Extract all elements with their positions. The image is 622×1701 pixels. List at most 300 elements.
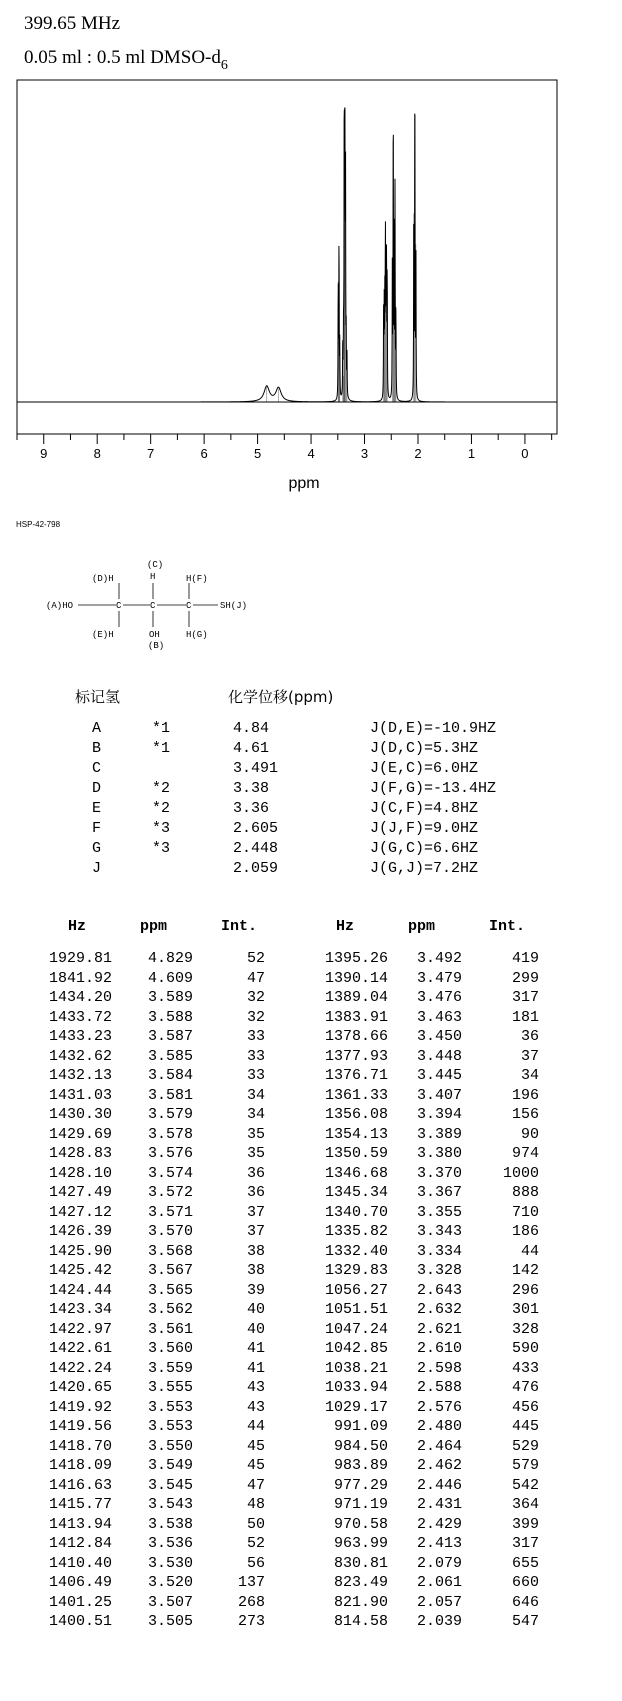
peak-intensity: 33 xyxy=(246,1067,265,1084)
table-row xyxy=(0,1222,622,1242)
peak-intensity: 36 xyxy=(520,1028,539,1045)
peak-table-header-hz: Hz xyxy=(68,918,87,935)
peak-intensity: 399 xyxy=(511,1515,539,1533)
peak-ppm: 3.579 xyxy=(147,1106,193,1123)
shift-row xyxy=(0,858,622,879)
table-row xyxy=(0,1593,622,1613)
peak-intensity: 137 xyxy=(237,1574,265,1591)
peak-ppm: 2.429 xyxy=(416,1515,462,1533)
table-row xyxy=(0,1417,622,1437)
peak-ppm: 3.560 xyxy=(147,1340,193,1357)
peak-hz: 1422.97 xyxy=(48,1320,112,1338)
peak-ppm: 3.550 xyxy=(147,1437,193,1455)
peak-ppm: 3.538 xyxy=(147,1515,193,1533)
shift-label: A xyxy=(92,720,102,737)
peak-hz: 1047.24 xyxy=(324,1320,388,1338)
peak-ppm: 3.334 xyxy=(416,1242,462,1260)
peak-intensity: 44 xyxy=(520,1242,539,1260)
label-c: (C) xyxy=(147,560,164,570)
peak-intensity: 542 xyxy=(511,1476,539,1494)
coupling-constant: J(G,J)=7.2HZ xyxy=(370,860,479,877)
table-row xyxy=(0,988,622,1008)
shift-value: 2.059 xyxy=(233,860,279,877)
peak-intensity: 34 xyxy=(246,1086,265,1104)
peak-intensity: 43 xyxy=(246,1398,265,1416)
label-f: H(F) xyxy=(186,574,208,584)
peak-ppm: 3.530 xyxy=(147,1554,193,1572)
shift-row xyxy=(0,738,622,759)
label-j: SH(J) xyxy=(220,601,248,611)
peak-ppm: 3.561 xyxy=(147,1320,193,1338)
label-b-oh: OH xyxy=(149,630,160,640)
peak-ppm: 3.553 xyxy=(147,1398,193,1416)
table-row xyxy=(0,1261,622,1281)
peak-intensity: 34 xyxy=(246,1106,265,1123)
shift-label: C xyxy=(92,760,102,777)
peak-hz: 1377.93 xyxy=(324,1047,388,1065)
peak-hz: 814.58 xyxy=(333,1613,388,1630)
peak-hz: 1431.03 xyxy=(48,1086,112,1104)
peak-hz: 821.90 xyxy=(333,1593,388,1611)
table-row xyxy=(0,1320,622,1340)
peak-hz: 1383.91 xyxy=(324,1008,388,1026)
peak-hz: 1400.51 xyxy=(48,1613,112,1630)
peak-hz: 1038.21 xyxy=(324,1359,388,1377)
peak-intensity: 1000 xyxy=(502,1164,539,1182)
peak-hz: 1432.62 xyxy=(48,1047,112,1065)
peak-ppm: 2.598 xyxy=(416,1359,462,1377)
table-row xyxy=(0,1437,622,1457)
peak-intensity: 32 xyxy=(246,989,265,1006)
peak-hz: 1418.09 xyxy=(48,1457,112,1474)
peak-intensity: 35 xyxy=(246,1145,265,1162)
x-axis-label: ppm xyxy=(288,475,320,492)
peak-hz: 823.49 xyxy=(333,1574,388,1591)
peak-ppm: 3.370 xyxy=(416,1164,462,1182)
peak-hz: 1413.94 xyxy=(48,1515,112,1533)
peak-ppm: 3.562 xyxy=(147,1301,193,1318)
peak-ppm: 2.588 xyxy=(416,1379,462,1396)
peak-hz: 1390.14 xyxy=(324,969,388,987)
peak-ppm: 3.585 xyxy=(147,1047,193,1065)
table-row xyxy=(0,969,622,989)
peak-hz: 1423.34 xyxy=(48,1301,112,1318)
peak-hz: 1416.63 xyxy=(48,1476,112,1494)
peak-intensity: 476 xyxy=(511,1379,539,1396)
peak-intensity: 710 xyxy=(511,1203,539,1221)
coupling-constant: J(F,G)=-13.4HZ xyxy=(370,780,497,797)
peak-ppm: 3.570 xyxy=(147,1223,193,1240)
peak-intensity: 419 xyxy=(511,950,539,967)
peak-hz: 991.09 xyxy=(333,1418,388,1435)
peak-ppm: 2.643 xyxy=(416,1281,462,1299)
label-a: (A)HO xyxy=(46,601,74,611)
table-row xyxy=(0,1300,622,1320)
peak-ppm: 3.476 xyxy=(416,989,462,1006)
table-row xyxy=(0,1027,622,1047)
peak-hz: 1346.68 xyxy=(324,1164,388,1182)
peak-hz: 1335.82 xyxy=(324,1223,388,1240)
table-row xyxy=(0,1281,622,1301)
peak-ppm: 2.576 xyxy=(416,1398,462,1416)
x-tick-label: 8 xyxy=(93,446,101,461)
peak-ppm: 3.581 xyxy=(147,1086,193,1104)
label-e: (E)H xyxy=(92,630,114,640)
peak-intensity: 579 xyxy=(511,1457,539,1474)
peak-intensity: 33 xyxy=(246,1047,265,1065)
peak-hz: 977.29 xyxy=(333,1476,388,1494)
peak-intensity: 90 xyxy=(520,1125,539,1143)
peak-intensity: 273 xyxy=(237,1613,265,1630)
peak-hz: 1378.66 xyxy=(324,1028,388,1045)
spectrometer-frequency: 399.65 MHz xyxy=(24,13,121,34)
peak-hz: 1426.39 xyxy=(48,1223,112,1240)
shift-mark: *1 xyxy=(152,740,171,757)
peak-hz: 983.89 xyxy=(333,1457,388,1474)
x-tick-label: 1 xyxy=(467,446,476,461)
peak-ppm: 3.407 xyxy=(416,1086,462,1104)
x-tick-label: 3 xyxy=(360,446,369,461)
peak-intensity: 529 xyxy=(511,1437,539,1455)
peak-ppm: 3.584 xyxy=(147,1067,193,1084)
peak-hz: 1433.23 xyxy=(48,1028,112,1045)
peak-hz: 1361.33 xyxy=(324,1086,388,1104)
peak-intensity: 41 xyxy=(246,1340,265,1357)
peak-intensity: 41 xyxy=(246,1359,265,1377)
peak-intensity: 646 xyxy=(511,1593,539,1611)
peak-intensity: 43 xyxy=(246,1379,265,1396)
peak-ppm: 2.431 xyxy=(416,1496,462,1513)
peak-hz: 1427.49 xyxy=(48,1184,112,1201)
peak-ppm: 3.450 xyxy=(416,1028,462,1045)
peak-intensity: 45 xyxy=(246,1437,265,1455)
shift-value: 4.61 xyxy=(233,740,270,757)
peak-intensity: 317 xyxy=(511,989,539,1006)
peak-hz: 1427.12 xyxy=(48,1203,112,1221)
peak-ppm: 2.632 xyxy=(416,1301,462,1318)
peak-ppm: 3.445 xyxy=(416,1067,462,1084)
peak-hz: 1422.61 xyxy=(48,1340,112,1357)
peak-ppm: 4.829 xyxy=(147,950,193,967)
peak-intensity: 445 xyxy=(511,1418,539,1435)
peak-table-header-int: Int. xyxy=(489,918,526,935)
label-b: (B) xyxy=(148,641,165,651)
table-row xyxy=(0,1242,622,1262)
carbon-2: C xyxy=(150,601,156,611)
shift-label: J xyxy=(92,860,102,877)
x-tick-label: 7 xyxy=(147,446,155,461)
peak-intensity: 296 xyxy=(511,1281,539,1299)
coupling-constant: J(G,C)=6.6HZ xyxy=(370,840,479,857)
peak-hz: 1430.30 xyxy=(48,1106,112,1123)
carbon-3: C xyxy=(186,601,192,611)
peak-hz: 1033.94 xyxy=(324,1379,388,1396)
peak-ppm: 3.565 xyxy=(147,1281,193,1299)
peak-hz: 1056.27 xyxy=(324,1281,388,1299)
label-c-h: H xyxy=(150,572,156,582)
peak-hz: 1424.44 xyxy=(48,1281,112,1299)
peak-intensity: 50 xyxy=(246,1515,265,1533)
peak-hz: 1401.25 xyxy=(48,1593,112,1611)
peak-hz: 1428.83 xyxy=(48,1145,112,1162)
peak-intensity: 52 xyxy=(246,950,265,967)
peak-hz: 1350.59 xyxy=(324,1145,388,1162)
shift-value: 2.605 xyxy=(233,820,279,837)
table-row xyxy=(0,1534,622,1554)
peak-ppm: 3.367 xyxy=(416,1184,462,1201)
peak-intensity: 45 xyxy=(246,1457,265,1474)
peak-ppm: 2.446 xyxy=(416,1476,462,1494)
shift-mark: *2 xyxy=(152,800,171,817)
shift-value: 3.36 xyxy=(233,800,270,817)
peak-intensity: 655 xyxy=(511,1554,539,1572)
peak-ppm: 3.463 xyxy=(416,1008,462,1026)
peak-ppm: 2.039 xyxy=(416,1613,462,1630)
peak-intensity: 39 xyxy=(246,1281,265,1299)
peak-hz: 1354.13 xyxy=(324,1125,388,1143)
label-d: (D)H xyxy=(92,574,114,584)
peak-table-header-hz: Hz xyxy=(336,918,355,935)
peak-hz: 1418.70 xyxy=(48,1437,112,1455)
peak-ppm: 3.328 xyxy=(416,1262,462,1279)
peak-intensity: 47 xyxy=(246,969,265,987)
table-row xyxy=(0,1183,622,1203)
table-row xyxy=(0,1495,622,1515)
peak-ppm: 3.568 xyxy=(147,1242,193,1260)
peak-intensity: 364 xyxy=(511,1496,539,1513)
peak-ppm: 4.609 xyxy=(147,969,193,987)
peak-ppm: 3.555 xyxy=(147,1379,193,1396)
solvent-text: 0.05 ml : 0.5 ml DMSO-d xyxy=(24,47,221,68)
table-row xyxy=(0,1203,622,1223)
peak-ppm: 3.587 xyxy=(147,1028,193,1045)
shift-label: G xyxy=(92,840,102,857)
table-row xyxy=(0,1515,622,1535)
peak-hz: 1433.72 xyxy=(48,1008,112,1026)
peak-hz: 1428.10 xyxy=(48,1164,112,1182)
shift-value: 3.491 xyxy=(233,760,279,777)
peak-table-header-int: Int. xyxy=(221,918,258,935)
peak-ppm: 3.571 xyxy=(147,1203,193,1221)
peak-intensity: 142 xyxy=(511,1262,539,1279)
peak-intensity: 268 xyxy=(237,1593,265,1611)
shift-label: D xyxy=(92,780,102,797)
peak-ppm: 3.588 xyxy=(147,1008,193,1026)
peak-intensity: 52 xyxy=(246,1535,265,1552)
peak-ppm: 3.572 xyxy=(147,1184,193,1201)
peak-ppm: 2.413 xyxy=(416,1535,462,1552)
peak-hz: 1434.20 xyxy=(48,989,112,1006)
table-row xyxy=(0,1105,622,1125)
peak-hz: 1429.69 xyxy=(48,1125,112,1143)
peak-intensity: 34 xyxy=(520,1067,539,1084)
peak-ppm: 3.394 xyxy=(416,1106,462,1123)
peak-intensity: 301 xyxy=(511,1301,539,1318)
table-row xyxy=(0,1359,622,1379)
peak-intensity: 40 xyxy=(246,1320,265,1338)
peak-intensity: 328 xyxy=(511,1320,539,1338)
shift-row xyxy=(0,798,622,819)
peak-hz: 1051.51 xyxy=(324,1301,388,1318)
peak-hz: 1425.90 xyxy=(48,1242,112,1260)
peak-intensity: 40 xyxy=(246,1301,265,1318)
peak-ppm: 2.621 xyxy=(416,1320,462,1338)
shift-mark: *3 xyxy=(152,820,171,837)
spectrum-trace xyxy=(17,108,557,402)
peak-intensity: 38 xyxy=(246,1262,265,1279)
table-row xyxy=(0,949,622,969)
peak-intensity: 456 xyxy=(511,1398,539,1416)
peak-hz: 1389.04 xyxy=(324,989,388,1006)
x-tick-label: 9 xyxy=(40,446,48,461)
table-row xyxy=(0,1476,622,1496)
peak-hz: 1432.13 xyxy=(48,1067,112,1084)
peak-ppm: 3.448 xyxy=(416,1047,462,1065)
peak-ppm: 2.061 xyxy=(416,1574,462,1591)
peak-hz: 1332.40 xyxy=(324,1242,388,1260)
peak-ppm: 3.343 xyxy=(416,1223,462,1240)
peak-ppm: 3.545 xyxy=(147,1476,193,1494)
peak-hz: 1425.42 xyxy=(48,1262,112,1279)
peak-hz: 1329.83 xyxy=(324,1262,388,1279)
shift-value: 2.448 xyxy=(233,840,279,857)
shift-label: E xyxy=(92,800,102,817)
shift-row xyxy=(0,758,622,779)
coupling-constant: J(J,F)=9.0HZ xyxy=(370,820,479,837)
peak-hz: 1929.81 xyxy=(48,950,112,967)
table-row xyxy=(0,1573,622,1593)
peak-hz: 1395.26 xyxy=(324,950,388,967)
peak-intensity: 181 xyxy=(511,1008,539,1026)
peak-intensity: 32 xyxy=(246,1008,265,1026)
column-header-label: 标记氢 xyxy=(75,688,121,706)
shift-mark: *2 xyxy=(152,780,171,797)
peak-intensity: 974 xyxy=(511,1145,539,1162)
peak-intensity: 299 xyxy=(511,969,539,987)
peak-ppm: 2.480 xyxy=(416,1418,462,1435)
peak-hz: 1042.85 xyxy=(324,1340,388,1357)
peak-hz: 1345.34 xyxy=(324,1184,388,1201)
peak-intensity: 433 xyxy=(511,1359,539,1377)
nmr-spectrum-chart xyxy=(0,0,622,500)
peak-intensity: 888 xyxy=(511,1184,539,1201)
peak-hz: 1376.71 xyxy=(324,1067,388,1084)
peak-hz: 1412.84 xyxy=(48,1535,112,1552)
table-row xyxy=(0,1144,622,1164)
peak-ppm: 3.380 xyxy=(416,1145,462,1162)
peak-hz: 1340.70 xyxy=(324,1203,388,1221)
table-row xyxy=(0,1456,622,1476)
table-row xyxy=(0,1398,622,1418)
shift-row xyxy=(0,818,622,839)
peak-ppm: 3.520 xyxy=(147,1574,193,1591)
peak-ppm: 3.589 xyxy=(147,989,193,1006)
shift-label: F xyxy=(92,820,102,837)
peak-hz: 830.81 xyxy=(333,1554,388,1572)
peak-intensity: 38 xyxy=(246,1242,265,1260)
peak-intensity: 590 xyxy=(511,1340,539,1357)
peak-ppm: 3.567 xyxy=(147,1262,193,1279)
peak-intensity: 196 xyxy=(511,1086,539,1104)
solvent-subscript: 6 xyxy=(220,58,228,73)
peak-ppm: 3.389 xyxy=(416,1125,462,1143)
coupling-constant: J(E,C)=6.0HZ xyxy=(370,760,479,777)
peak-ppm: 2.079 xyxy=(416,1554,462,1572)
coupling-constant: J(D,E)=-10.9HZ xyxy=(370,720,497,737)
peak-intensity: 37 xyxy=(246,1223,265,1240)
peak-intensity: 36 xyxy=(246,1184,265,1201)
peak-intensity: 56 xyxy=(246,1554,265,1572)
peak-intensity: 156 xyxy=(511,1106,539,1123)
peak-hz: 1841.92 xyxy=(48,969,112,987)
peak-hz: 1410.40 xyxy=(48,1554,112,1572)
shift-row xyxy=(0,718,622,739)
x-tick-label: 4 xyxy=(307,446,315,461)
table-row xyxy=(0,1125,622,1145)
table-row xyxy=(0,1047,622,1067)
peak-ppm: 3.559 xyxy=(147,1359,193,1377)
carbon-1: C xyxy=(116,601,122,611)
peak-ppm: 3.576 xyxy=(147,1145,193,1162)
peak-intensity: 44 xyxy=(246,1418,265,1435)
molecule-structure xyxy=(40,555,340,665)
table-row xyxy=(0,1339,622,1359)
peak-hz: 1420.65 xyxy=(48,1379,112,1396)
peak-intensity: 36 xyxy=(246,1164,265,1182)
table-row xyxy=(0,1066,622,1086)
shift-label: B xyxy=(92,740,102,757)
peak-intensity: 186 xyxy=(511,1223,539,1240)
peak-ppm: 3.505 xyxy=(147,1613,193,1630)
peak-intensity: 48 xyxy=(246,1496,265,1513)
table-row xyxy=(0,1554,622,1574)
peak-hz: 1419.92 xyxy=(48,1398,112,1416)
peak-ppm: 3.536 xyxy=(147,1535,193,1552)
peak-table-header-ppm: ppm xyxy=(408,918,436,935)
coupling-constant: J(D,C)=5.3HZ xyxy=(370,740,479,757)
peak-intensity: 660 xyxy=(511,1574,539,1591)
x-tick-label: 6 xyxy=(200,446,208,461)
peak-hz: 1419.56 xyxy=(48,1418,112,1435)
peak-ppm: 3.492 xyxy=(416,950,462,967)
peak-intensity: 33 xyxy=(246,1028,265,1045)
table-row xyxy=(0,1378,622,1398)
label-g: H(G) xyxy=(186,630,208,640)
peak-ppm: 3.574 xyxy=(147,1164,193,1182)
peak-intensity: 37 xyxy=(246,1203,265,1221)
peak-hz: 1422.24 xyxy=(48,1359,112,1377)
x-tick-label: 2 xyxy=(414,446,422,461)
peak-intensity: 35 xyxy=(246,1125,265,1143)
peak-ppm: 3.553 xyxy=(147,1418,193,1435)
shift-row xyxy=(0,838,622,859)
peak-table-header-ppm: ppm xyxy=(140,918,168,935)
peak-ppm: 3.543 xyxy=(147,1496,193,1513)
peak-ppm: 2.610 xyxy=(416,1340,462,1357)
peak-ppm: 3.549 xyxy=(147,1457,193,1474)
shift-mark: *3 xyxy=(152,840,171,857)
peak-hz: 971.19 xyxy=(333,1496,388,1513)
column-header-shift: 化学位移(ppm) xyxy=(228,688,334,706)
peak-hz: 1415.77 xyxy=(48,1496,112,1513)
coupling-constant: J(C,F)=4.8HZ xyxy=(370,800,479,817)
x-tick-label: 5 xyxy=(253,446,262,461)
peak-hz: 984.50 xyxy=(333,1437,388,1455)
table-row xyxy=(0,1612,622,1632)
peak-hz: 1356.08 xyxy=(324,1106,388,1123)
peak-ppm: 3.479 xyxy=(416,969,462,987)
peak-ppm: 2.464 xyxy=(416,1437,462,1455)
